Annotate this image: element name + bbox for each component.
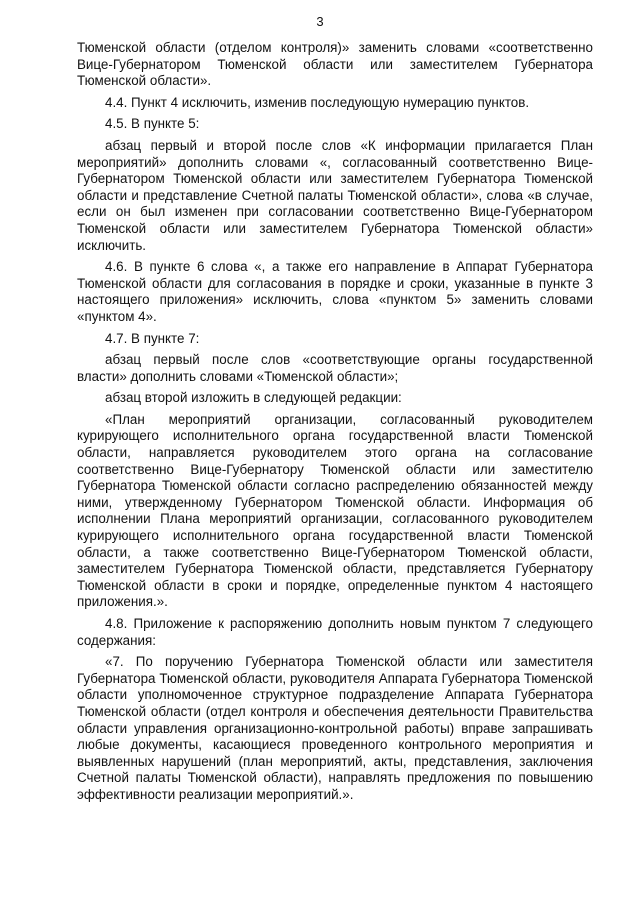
paragraph-4-8: 4.8. Приложение к распоряжению дополнить новым пунктом 7 следующего содержания: [77, 616, 593, 648]
paragraph-4-4: 4.4. Пункт 4 исключить, изменив последующую нумерацию пунктов. [105, 94, 530, 110]
paragraph-4-8-quote: «7. По поручению Губернатора Тюменской области или заместителя Губернатора Тюменской области, руководителя Аппарата Губернатора Тюменской области уполномоченное структурное подразделение Аппарата Губернатора Тюменской области (отдел контроля и обеспечения деятельности Правительства области управления организационно-контрольной работы) вправе запрашивать любые документы, касающиеся проведенного контрольного мероприятия и выявленных нарушений (план мероприятий, акты, представления, заключения Счетной палаты Тюменской области), направлять предложения по повышению эффективности реализации мероприятий.». [77, 654, 593, 802]
paragraph-4-5-abzac: абзац первый и второй после слов «К информации прилагается План мероприятий» дополнить словами «, согласованный соответственно Вице-Губернатором Тюменской области или заместителем Губернатора Тюменской области и представление Счетной палаты Тюменской области», слова «в случае, если он был изменен при согласовании соответственно Вице-Губернатором Тюменской области или заместителем Губернатора Тюменской области» исключить. [77, 137, 593, 253]
paragraph-4-7-abzac-2: абзац второй изложить в следующей редакции: [105, 390, 402, 406]
paragraph-4-6: 4.6. В пункте 6 слова «, а также его направление в Аппарат Губернатора Тюменской области для согласования в порядке и сроки, указанные в пункте 3 настоящего приложения» исключить, слова «пунктом 5» заменить словами «пунктом 4». [77, 259, 593, 324]
paragraph-continuation: Тюменской области (отделом контроля)» заменить словами «соответственно Вице-Губернатором Тюменской области или заместителем Губернатора Тюменской области». [77, 40, 593, 89]
paragraph-4-7: 4.7. В пункте 7: [105, 330, 200, 346]
document-body [77, 40, 593, 809]
page-number: 3 [316, 14, 324, 29]
paragraph-4-7-abzac-1: абзац первый после слов «соответствующие органы государственной власти» дополнить словами «Тюменской области»; [77, 352, 593, 384]
paragraph-4-5: 4.5. В пункте 5: [105, 116, 200, 132]
paragraph-4-7-quote: «План мероприятий организации, согласованный руководителем курирующего исполнительного органа государственной власти Тюменской области, направляется руководителем этого органа на согласование соответственно Вице-Губернатору Тюменской области или заместителю Губернатора Тюменской области согласно распределению обязанностей между ними, утвержденному Губернатором Тюменской области. Информация об исполнении Плана мероприятий организации, согласованного руководителем курирующего исполнительного органа государственной власти Тюменской области, а также соответственно Вице-Губернатором Тюменской области, заместителем Губернатора Тюменской области, представляется Губернатору Тюменской области в сроки и порядке, определенные пунктом 4 настоящего приложения.». [77, 411, 593, 610]
